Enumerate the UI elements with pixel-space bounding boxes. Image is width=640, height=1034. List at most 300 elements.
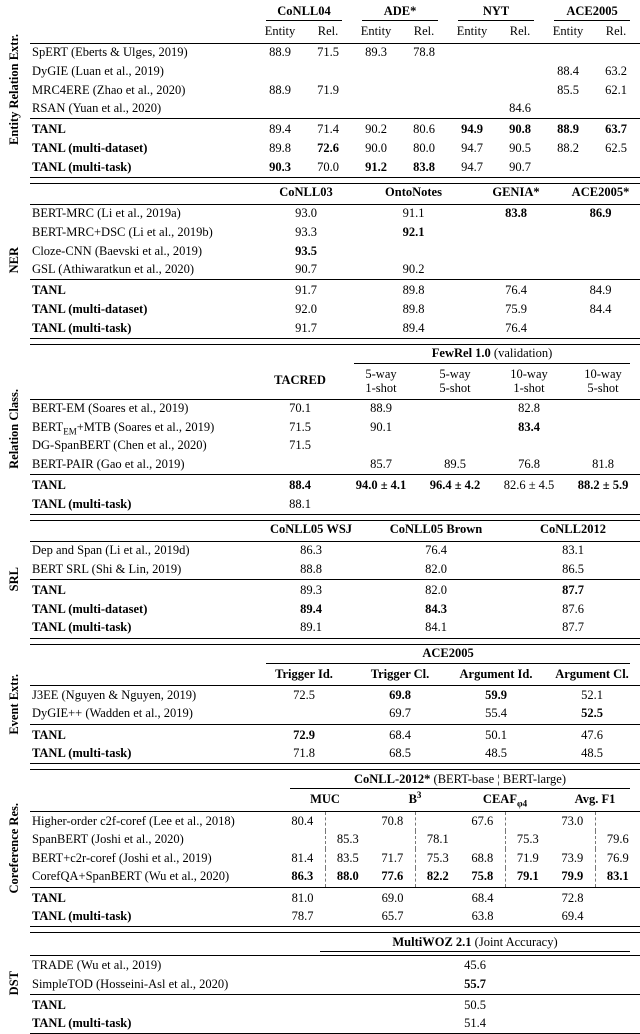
value-cell: 72.9 (256, 724, 352, 745)
column-header-text: ACE2005* (571, 185, 630, 200)
value-cell: 77.6 (381, 869, 404, 884)
text-part: EM (63, 426, 77, 437)
row-label: J3EE (Nguyen & Nguyen, 2019) (32, 687, 197, 702)
text-part: MultiWOZ 2.1 (392, 934, 472, 949)
row-label: CorefQA+SpanBERT (Wu et al., 2020) (32, 869, 230, 884)
value-cell (561, 261, 640, 280)
column-header (418, 365, 492, 399)
column-header-text: NYT (458, 4, 534, 22)
value-cell: 67.6 (471, 813, 494, 828)
row-label (30, 418, 256, 437)
value-cell: 82.6 ± 4.5 (492, 475, 566, 496)
value-cell (592, 43, 640, 62)
text-part: BERT (32, 419, 64, 434)
header-row (30, 23, 640, 44)
row-label: RSAN (Yuan et al., 2020) (32, 101, 162, 116)
text-part: 3 (416, 790, 422, 801)
column-header-text: Entity (552, 24, 584, 39)
value-cell: 93.3 (295, 224, 317, 239)
value-cell (492, 437, 566, 456)
value-cell: 89.4 (300, 601, 322, 616)
column-header-text: ACE2005 (554, 4, 630, 22)
column-header (566, 365, 640, 399)
value-cell: 89.3 (256, 580, 366, 601)
side-label-text: NER (7, 247, 22, 274)
column-header (256, 2, 352, 23)
value-cell: 73.0 (561, 813, 584, 828)
baseline-row (30, 541, 640, 560)
header-row (30, 665, 640, 686)
baseline-row (30, 437, 640, 456)
value-cell (304, 62, 352, 81)
header-row (30, 520, 640, 541)
value-cell: 69.4 (561, 909, 584, 924)
row-label: Higher-order c2f-coref (Lee et al., 2018) (32, 813, 235, 828)
baseline-row (30, 418, 640, 437)
value-cell: 89.8 (269, 140, 291, 155)
side-label-text: Coreference Res. (7, 803, 22, 894)
value-cell (415, 812, 460, 831)
value-cell: 84.1 (425, 620, 447, 635)
value-cell (448, 81, 496, 100)
row-label: Cloze-CNN (Baevski et al., 2019) (32, 243, 203, 258)
tanl-row (30, 119, 640, 140)
row-label: GSL (Athiwaratkun et al., 2020) (32, 262, 194, 277)
value-cell (415, 908, 460, 927)
value-cell (400, 81, 448, 100)
header-spacer (30, 344, 256, 365)
value-cell: 94.7 (461, 159, 483, 174)
value-cell: 76.4 (471, 280, 561, 301)
column-header-text: CoNLL05 Brown (389, 522, 483, 537)
value-cell: 84.4 (589, 301, 612, 316)
value-cell: 80.6 (400, 119, 448, 140)
column-header-text (354, 346, 630, 364)
column-header (280, 791, 370, 812)
row-label: SpanBERT (Joshi et al., 2020) (32, 832, 184, 847)
column-header (544, 665, 640, 686)
column-header-text (372, 792, 458, 808)
row-label: TANL (multi-dataset) (32, 301, 148, 316)
value-cell: 88.9 (544, 119, 592, 140)
value-cell: 92.1 (402, 224, 425, 239)
value-cell: 80.0 (413, 140, 435, 155)
tanl-row (30, 280, 640, 301)
value-cell: 63.8 (471, 909, 494, 924)
value-cell (496, 81, 544, 100)
value-cell: 72.5 (293, 687, 315, 702)
text-part: FewRel 1.0 (431, 346, 491, 361)
value-cell: 78.8 (413, 45, 435, 60)
value-cell (418, 399, 492, 418)
value-cell: 62.5 (605, 140, 627, 155)
value-cell (544, 43, 592, 62)
column-header-text: Entity (360, 24, 392, 39)
value-cell (592, 100, 640, 119)
column-header (492, 365, 566, 399)
value-cell: 89.5 (444, 456, 466, 471)
column-header-text: CoNLL05 WSJ (269, 522, 353, 537)
value-cell (550, 831, 595, 850)
value-cell: 88.9 (269, 82, 291, 97)
value-cell: 72.8 (550, 887, 595, 908)
value-cell: 63.2 (605, 63, 627, 78)
row-label: TANL (30, 119, 256, 140)
section-side-label (0, 183, 30, 339)
value-cell: 91.7 (256, 280, 356, 301)
value-cell: 82.8 (518, 401, 540, 415)
value-cell: 84.6 (509, 101, 531, 116)
value-cell: 86.5 (562, 562, 584, 576)
value-cell: 75.8 (471, 869, 494, 884)
value-cell: 68.5 (389, 746, 411, 761)
value-cell: 83.4 (518, 419, 540, 434)
value-cell: 71.5 (289, 419, 311, 434)
value-cell: 75.9 (505, 301, 527, 316)
header-row (30, 933, 640, 956)
value-cell: 89.8 (356, 280, 471, 301)
header-spacer (30, 791, 280, 812)
value-cell: 88.4 (557, 63, 579, 78)
results-table (30, 520, 640, 639)
row-label: TRADE (Wu et al., 2019) (32, 957, 162, 972)
tanl-row (30, 319, 640, 338)
header-spacer (30, 2, 256, 23)
column-header (256, 23, 304, 44)
column-header (400, 23, 448, 44)
value-cell: 83.1 (595, 868, 640, 887)
section-side-label (0, 344, 30, 515)
row-label: TANL (30, 887, 280, 908)
row-label: TANL (multi-task) (32, 909, 132, 924)
column-header (356, 183, 471, 204)
header-spacer (30, 770, 280, 791)
value-cell (280, 831, 325, 850)
side-label-text: DST (7, 971, 22, 996)
column-header-text: Argument Cl. (555, 666, 629, 681)
value-cell: 89.4 (256, 119, 304, 140)
value-cell: 88.8 (300, 562, 322, 576)
value-cell: 50.1 (448, 724, 544, 745)
header-row (30, 183, 640, 204)
value-cell (352, 81, 400, 100)
column-header (352, 23, 400, 44)
value-cell (400, 100, 448, 119)
baseline-row (30, 686, 640, 705)
value-cell: 82.0 (366, 580, 506, 601)
header-spacer (30, 183, 256, 204)
value-cell (256, 455, 344, 474)
value-cell: 92.0 (295, 301, 317, 316)
row-label: DyGIE (Luan et al., 2019) (32, 63, 164, 78)
baseline-row (30, 204, 640, 223)
section-dst (0, 932, 640, 1034)
value-cell (344, 495, 418, 514)
value-cell: 51.4 (464, 1016, 486, 1031)
column-header-text: Avg. F1 (574, 792, 616, 807)
value-cell: 85.3 (325, 831, 370, 850)
value-cell: 80.4 (291, 813, 314, 828)
row-label: TANL (multi-dataset) (32, 140, 148, 155)
value-cell: 70.0 (317, 159, 339, 174)
value-cell: 90.1 (370, 419, 392, 434)
value-cell (256, 705, 352, 724)
column-header-text: 10-way 1-shot (510, 366, 548, 396)
value-cell (505, 908, 550, 927)
row-label: Dep and Span (Li et al., 2019d) (32, 543, 190, 558)
text-part: CEAF (482, 792, 517, 807)
value-cell: 68.4 (352, 724, 448, 745)
baseline-row (30, 849, 640, 868)
value-cell: 90.7 (509, 159, 531, 174)
side-label-text: SRL (7, 566, 22, 592)
column-header (370, 791, 460, 812)
value-cell: 76.4 (425, 543, 447, 558)
text-part: (validation) (490, 346, 553, 361)
text-part: B (408, 792, 417, 807)
value-cell (344, 437, 418, 456)
value-cell: 83.5 (325, 849, 370, 868)
value-cell: 63.7 (592, 119, 640, 140)
text-part: φ4 (516, 798, 528, 809)
column-header-text: 5-way 5-shot (439, 366, 471, 396)
row-label: DyGIE++ (Wadden et al., 2019) (32, 706, 193, 721)
value-cell: 65.7 (381, 909, 404, 924)
value-cell: 47.6 (544, 724, 640, 745)
value-cell: 76.4 (505, 320, 527, 335)
row-label: SpERT (Eberts & Ulges, 2019) (32, 45, 188, 60)
row-label: SimpleTOD (Hosseini-Asl et al., 2020) (32, 976, 229, 991)
value-cell: 90.0 (365, 140, 387, 155)
tanl-row (30, 139, 640, 158)
row-label: BERT+c2r-coref (Joshi et al., 2019) (32, 850, 212, 865)
value-cell: 68.8 (471, 850, 494, 865)
value-cell (496, 62, 544, 81)
value-cell (418, 495, 492, 514)
tanl-row (30, 908, 640, 927)
value-cell (418, 418, 492, 437)
tanl-row (30, 495, 640, 514)
column-header (352, 665, 448, 686)
column-header-text: OntoNotes (385, 185, 442, 200)
value-cell (595, 908, 640, 927)
tanl-row (30, 580, 640, 601)
value-cell: 87.7 (562, 620, 584, 635)
section-side-label (0, 644, 30, 765)
value-cell: 87.6 (562, 601, 584, 616)
tanl-row (30, 745, 640, 764)
value-cell: 93.5 (295, 243, 317, 258)
value-cell: 78.1 (415, 831, 460, 850)
value-cell: 94.9 (448, 119, 496, 140)
value-cell: 88.9 (370, 401, 392, 415)
value-cell: 79.1 (505, 868, 550, 887)
baseline-row (30, 561, 640, 580)
value-cell: 89.4 (402, 320, 425, 335)
value-cell (561, 242, 640, 261)
baseline-row (30, 956, 640, 975)
value-cell: 48.5 (485, 746, 507, 761)
value-cell (496, 43, 544, 62)
section-relation-classification (0, 344, 640, 515)
value-cell: 71.7 (381, 850, 404, 865)
row-label: TANL (30, 724, 256, 745)
column-header-text: ADE* (362, 4, 438, 22)
value-cell: 88.2 ± 5.9 (566, 475, 640, 496)
column-header-text: GENIA* (492, 185, 540, 200)
value-cell (460, 831, 505, 850)
baseline-row (30, 223, 640, 242)
column-header-text: TACRED (274, 373, 326, 388)
column-header-text: Rel. (509, 24, 531, 39)
row-label: TANL (multi-task) (32, 320, 132, 335)
value-cell: 84.9 (561, 280, 640, 301)
baseline-row (30, 399, 640, 418)
header-row (30, 344, 640, 365)
results-table (30, 644, 640, 765)
column-header-text (290, 772, 630, 790)
value-cell: 88.0 (325, 868, 370, 887)
section-ner (0, 183, 640, 339)
value-cell: 82.2 (415, 868, 460, 887)
value-cell (415, 887, 460, 908)
results-table (30, 183, 640, 339)
baseline-row (30, 100, 640, 119)
tanl-row (30, 300, 640, 319)
value-cell (505, 887, 550, 908)
section-side-label (0, 520, 30, 639)
value-cell: 93.0 (295, 206, 317, 221)
row-label: TANL (30, 475, 256, 496)
value-cell (256, 62, 304, 81)
section-entity-relation-extraction (0, 2, 640, 178)
row-label: TANL (multi-task) (32, 1016, 132, 1031)
value-cell: 76.8 (518, 456, 540, 471)
column-header (304, 23, 352, 44)
column-header (256, 665, 352, 686)
column-header-text: Trigger Id. (275, 666, 333, 681)
value-cell: 90.7 (295, 262, 317, 277)
column-header (471, 183, 561, 204)
value-cell (325, 887, 370, 908)
column-header (496, 23, 544, 44)
column-header (344, 365, 418, 399)
value-cell (561, 319, 640, 338)
value-cell (352, 62, 400, 81)
value-cell: 87.7 (506, 580, 640, 601)
value-cell: 69.7 (389, 706, 411, 721)
value-cell (566, 418, 640, 437)
row-label: TANL (multi-dataset) (32, 601, 148, 616)
value-cell: 83.1 (562, 543, 584, 558)
value-cell (595, 887, 640, 908)
header-spacer (30, 23, 256, 44)
value-cell: 88.1 (289, 496, 311, 511)
value-cell (471, 261, 561, 280)
header-spacer (30, 365, 256, 399)
value-cell: 72.6 (317, 140, 339, 155)
column-header-text: MUC (310, 792, 340, 807)
baseline-row (30, 868, 640, 887)
column-header-text: 10-way 5-shot (584, 366, 622, 396)
header-row (30, 2, 640, 23)
column-header (544, 23, 592, 44)
value-cell (418, 437, 492, 456)
value-cell (325, 908, 370, 927)
value-cell: 73.9 (561, 850, 584, 865)
value-cell (256, 100, 304, 119)
value-cell (304, 100, 352, 119)
value-cell: 88.4 (256, 475, 344, 496)
column-header (310, 933, 640, 956)
baseline-row (30, 242, 640, 261)
text-part: (Joint Accuracy) (471, 934, 558, 949)
value-cell: 48.5 (581, 746, 603, 761)
column-header (550, 791, 640, 812)
text-part: (BERT-base ¦ BERT-large) (430, 771, 566, 786)
value-cell: 68.4 (460, 887, 505, 908)
column-header-text (320, 935, 630, 953)
value-cell: 91.1 (402, 206, 425, 221)
section-srl (0, 520, 640, 639)
value-cell: 70.8 (381, 813, 404, 828)
column-header (280, 770, 640, 791)
column-header (592, 23, 640, 44)
column-header (561, 183, 640, 204)
row-label: BERT-EM (Soares et al., 2019) (32, 401, 189, 415)
value-cell: 91.2 (365, 159, 387, 174)
row-label: TANL (multi-task) (32, 746, 132, 761)
value-cell (492, 495, 566, 514)
value-cell (400, 62, 448, 81)
value-cell: 90.3 (269, 159, 291, 174)
value-cell: 85.7 (370, 456, 392, 471)
value-cell: 70.1 (289, 401, 311, 415)
value-cell: 76.9 (595, 849, 640, 868)
value-cell: 86.3 (291, 869, 314, 884)
value-cell (566, 437, 640, 456)
value-cell: 75.3 (415, 849, 460, 868)
column-header (448, 665, 544, 686)
column-header-text: CoNLL03 (279, 185, 333, 200)
value-cell: 86.9 (589, 206, 612, 221)
section-side-label (0, 769, 30, 927)
column-header-text (462, 792, 548, 808)
column-header (256, 183, 356, 204)
baseline-row (30, 975, 640, 994)
header-row (30, 365, 640, 399)
value-cell: 89.1 (300, 620, 322, 635)
value-cell (544, 158, 592, 177)
header-row (30, 770, 640, 791)
value-cell: 90.8 (496, 119, 544, 140)
header-spacer (30, 665, 256, 686)
section-side-label (0, 932, 30, 1034)
column-header (544, 2, 640, 23)
value-cell: 62.1 (605, 82, 627, 97)
value-cell: 90.5 (509, 140, 531, 155)
results-table (30, 932, 640, 1034)
value-cell: 79.9 (561, 869, 584, 884)
value-cell: 69.0 (370, 887, 415, 908)
column-header (506, 520, 640, 541)
results-table (30, 344, 640, 515)
value-cell: 71.9 (317, 82, 339, 97)
results-table (30, 2, 640, 178)
value-cell (561, 223, 640, 242)
value-cell: 81.4 (291, 850, 314, 865)
row-label: DG-SpanBERT (Chen et al., 2020) (32, 438, 207, 453)
